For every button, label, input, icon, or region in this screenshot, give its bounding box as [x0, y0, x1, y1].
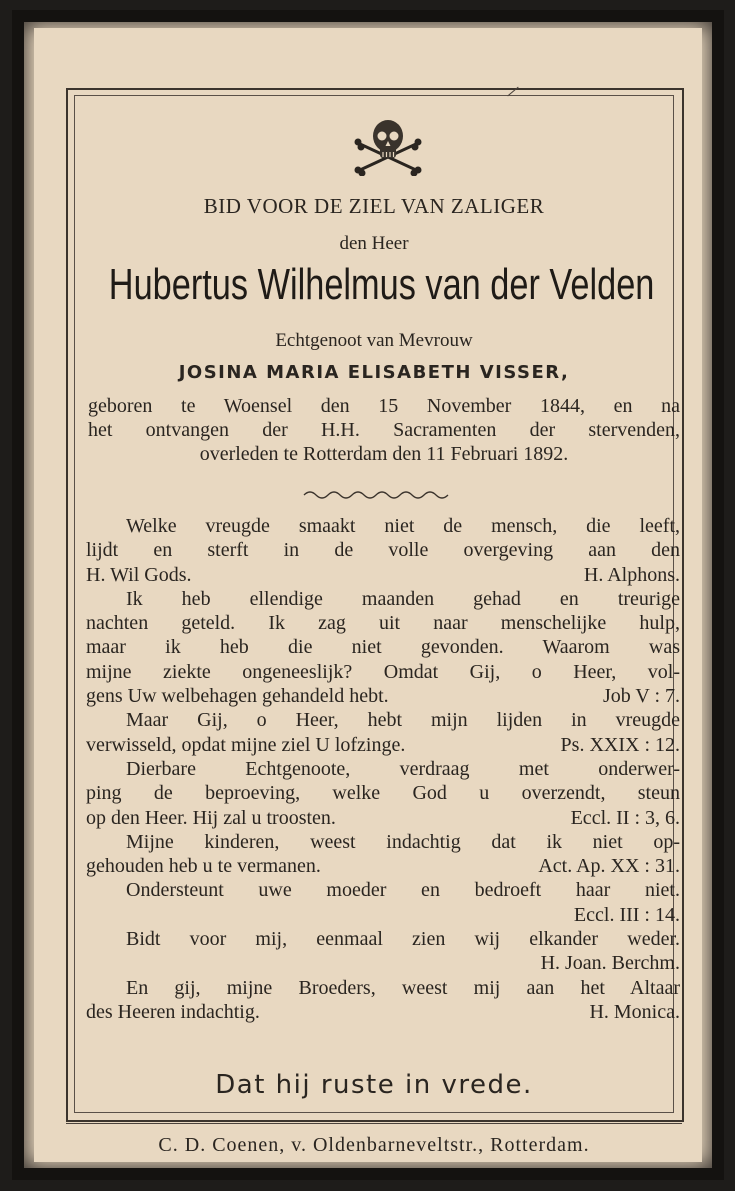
verse-reference: H. Monica.	[589, 1000, 680, 1023]
verse-end	[86, 806, 680, 830]
footer-rule	[66, 1123, 682, 1124]
biography	[88, 394, 680, 466]
verse-line: ping de beproeving, welke God u overzendt, steun	[86, 782, 680, 805]
verse-line: Ik heb ellendige maanden gehad en treurige	[126, 587, 680, 610]
verse-reference: H. Joan. Berchm.	[540, 952, 680, 975]
verse-line: Mijne kinderen, weest indachtig dat ik niet op-	[126, 830, 680, 853]
verse-reference: H. Alphons.	[583, 563, 680, 586]
verse-reference: Job V : 7.	[602, 685, 680, 708]
closing-line: Dat hij ruste in vrede.	[215, 1070, 533, 1100]
prayer-heading: BID VOOR DE ZIEL VAN ZALIGER	[203, 194, 545, 218]
verse-reference: Act. Ap. XX : 31.	[538, 855, 680, 878]
verse-line: des Heeren indachtig.	[86, 1000, 260, 1023]
verse-line: Bidt voor mij, eenmaal zien wij elkander weder.	[126, 928, 680, 951]
verse-line: En gij, mijne Broeders, weest mij aan het Altaar	[126, 976, 680, 999]
verse-reference: Ps. XXIX : 12.	[560, 733, 680, 756]
verse-end	[86, 1000, 680, 1024]
verse-line: Ondersteunt uwe moeder en bedroeft haar niet.	[126, 879, 680, 902]
spouse-name: JOSINA MARIA ELISABETH VISSER,	[178, 362, 570, 383]
title-prefix: den Heer	[339, 233, 409, 254]
bio-line: overleden te Rotterdam den 11 Februari 1892.	[199, 443, 569, 465]
verse-end	[86, 563, 680, 587]
verse-line: op den Heer. Hij zal u troosten.	[86, 806, 336, 829]
verse-reference: Eccl. II : 3, 6.	[570, 806, 680, 829]
deceased-name: Hubertus Wilhelmus van der Velden	[108, 260, 655, 309]
verse-end	[86, 854, 680, 878]
verse-line: lijdt en sterft in de volle overgeving aan den	[86, 539, 680, 562]
verse-line: Maar Gij, o Heer, hebt mijn lijden in vreugde	[126, 709, 680, 732]
verse-line: mijne ziekte ongeneeslijk? Omdat Gij, o Heer, vol-	[86, 660, 680, 683]
verse-line: gehouden heb u te vermanen.	[86, 855, 321, 878]
verse-end	[86, 733, 680, 757]
verse-line: maar ik heb die niet gevonden. Waarom was	[86, 636, 680, 659]
verses	[86, 514, 680, 1024]
printer-imprint: C. D. Coenen, v. Oldenbarneveltstr., Rotterdam.	[158, 1134, 590, 1156]
verse-line: verwisseld, opdat mijne ziel U lofzinge.	[86, 733, 406, 756]
bio-line: het ontvangen der H.H. Sacramenten der stervenden,	[88, 419, 680, 441]
bio-line: geboren te Woensel den 15 November 1844, en na	[88, 395, 680, 417]
wavy-line-ornament	[302, 489, 452, 501]
verse-end	[86, 903, 680, 927]
card-content	[34, 28, 714, 1178]
verse-line: Welke vreugde smaakt niet de mensch, die leeft,	[126, 515, 680, 537]
spouse-label: Echtgenoot van Mevrouw	[275, 330, 473, 351]
verse-line: gens Uw welbehagen gehandeld hebt.	[86, 685, 389, 708]
verse-end	[86, 684, 680, 708]
verse-reference: Eccl. III : 14.	[573, 903, 680, 926]
verse-end	[86, 951, 680, 975]
verse-line: nachten geteld. Ik zag uit naar menschelijke hulp,	[86, 612, 680, 635]
verse-line: Dierbare Echtgenoote, verdraag met onderwer-	[126, 757, 680, 780]
verse-line: H. Wil Gods.	[86, 563, 192, 586]
skull-and-crossbones-icon	[352, 116, 424, 176]
